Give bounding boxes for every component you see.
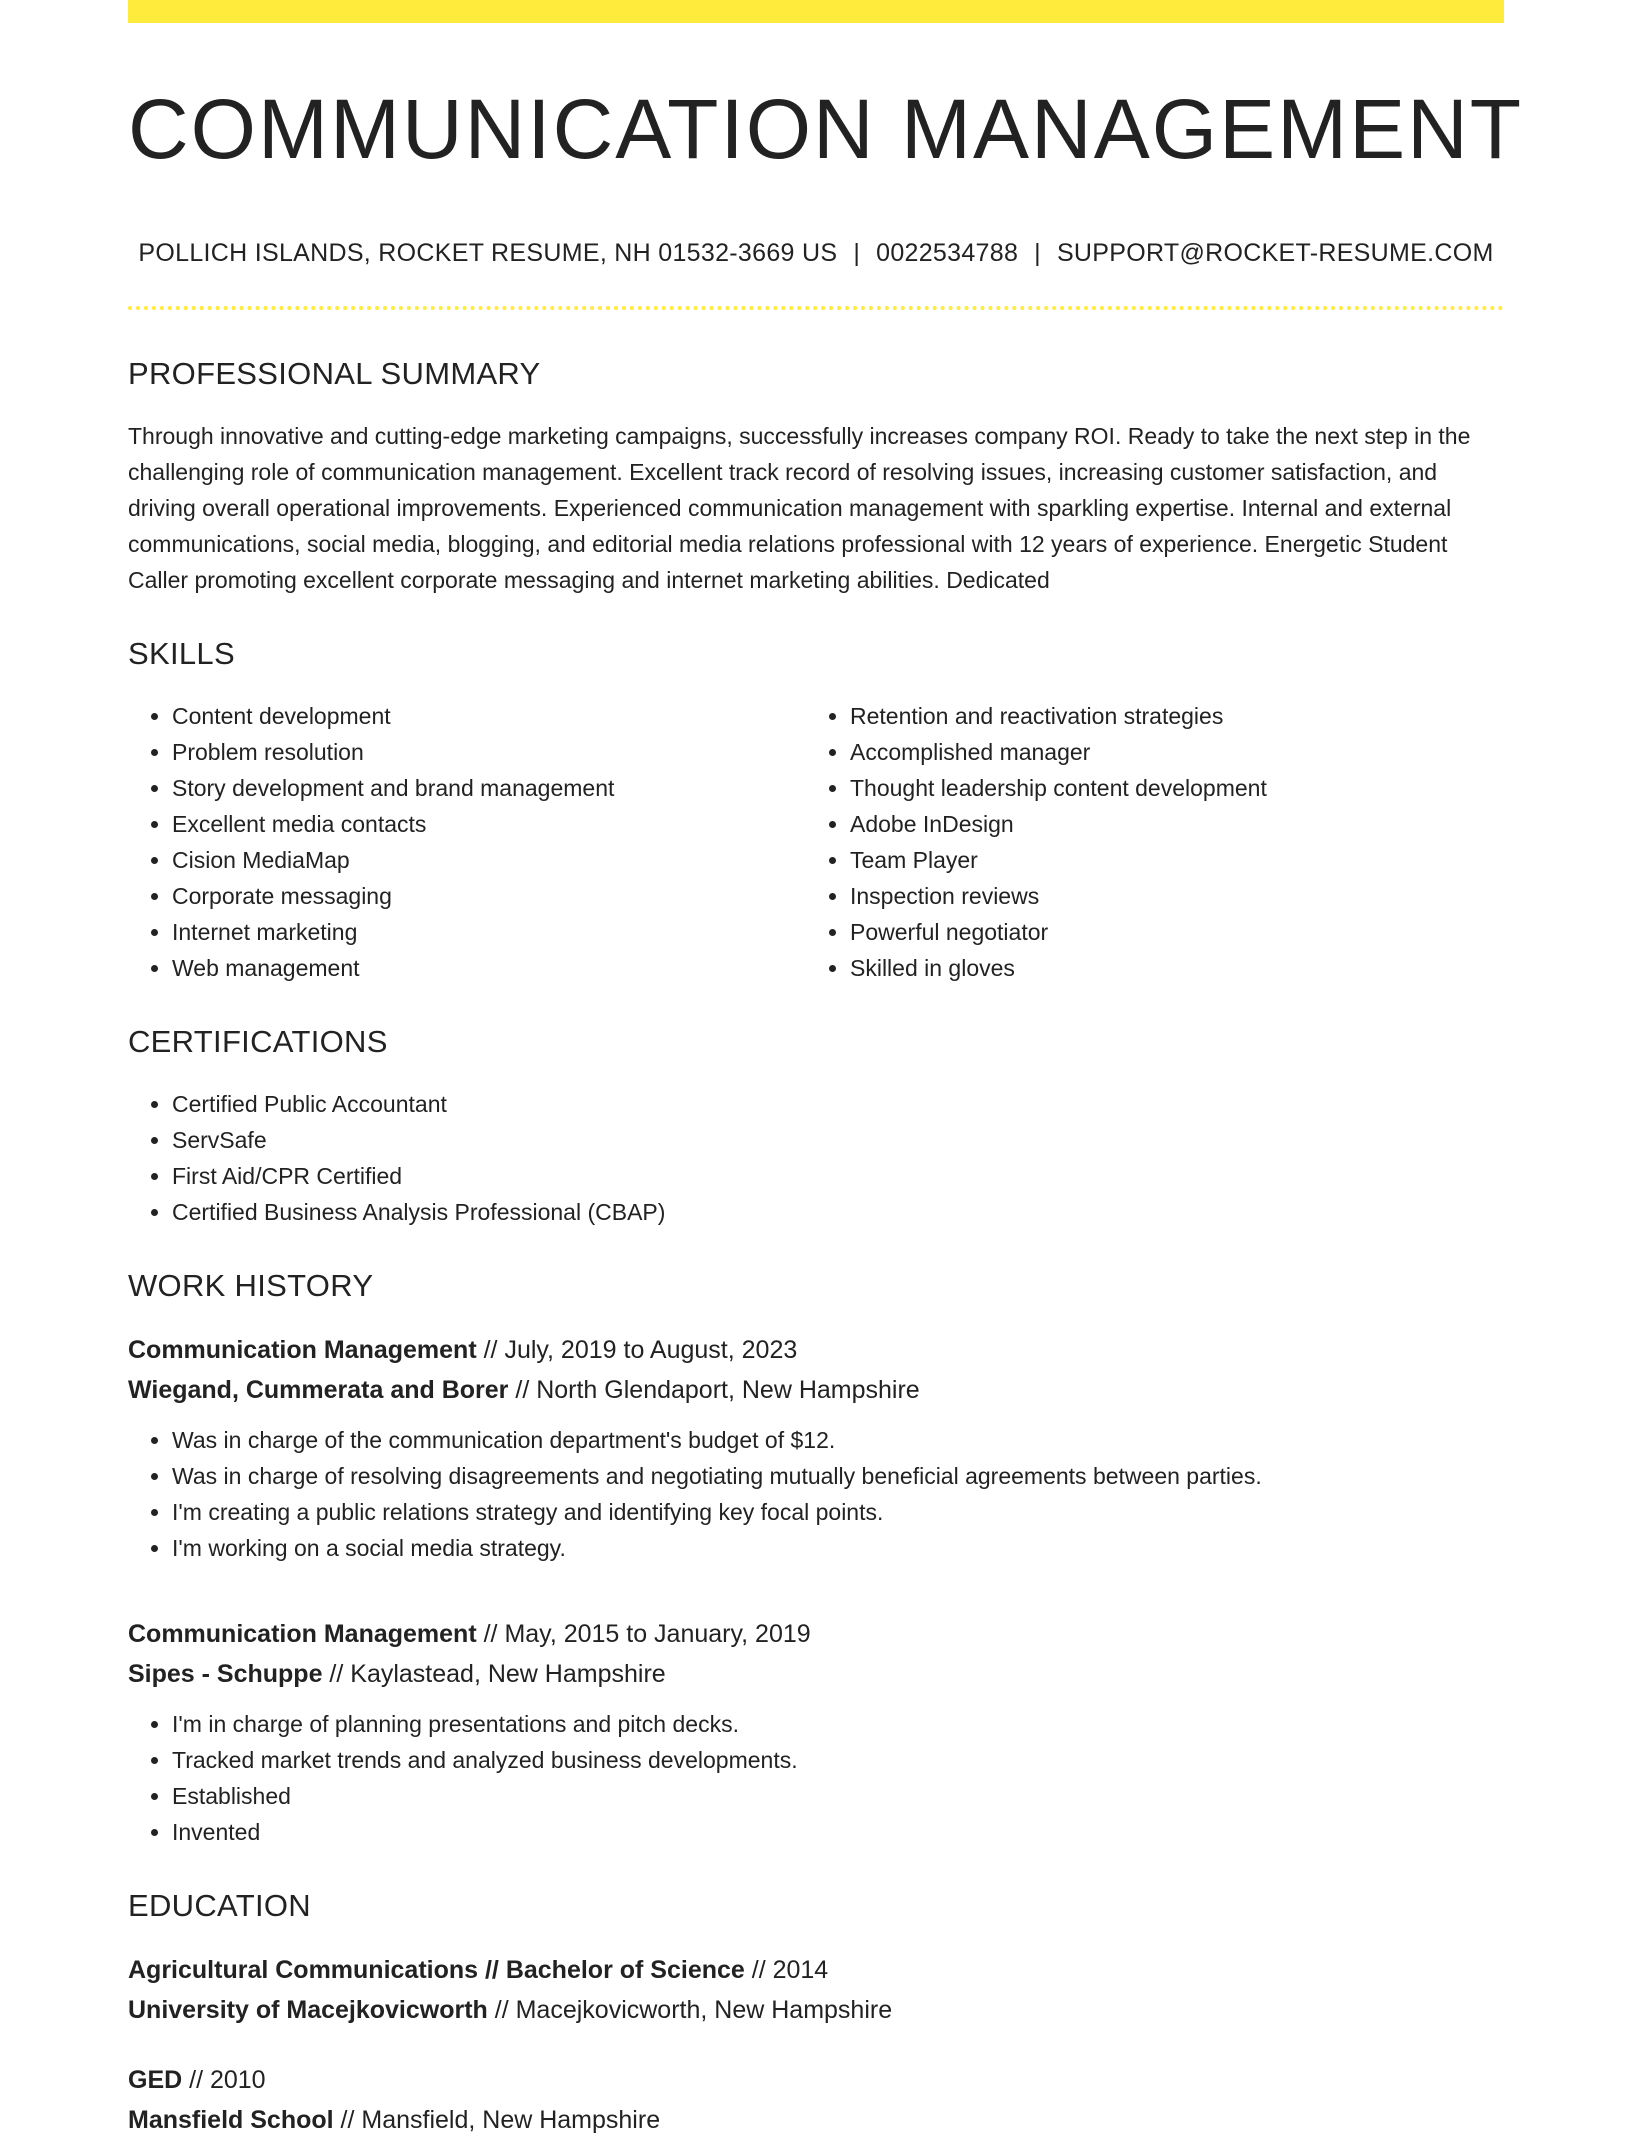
job-bullet: • Established [172, 1778, 1504, 1814]
summary-text: Through innovative and cutting-edge marketing campaigns, successfully increases company ROI. Ready to take the next step in the challenging role of communication management. Excellent track record of resolving issues, increasing customer satisfaction, and driving overall operational improvements. Experienced communication management with sparkling expertise. Internal and external communications, social media, blogging, and editorial media relations professional with 12 years of experience. Energetic Student Caller promoting excellent corporate messaging and internet marketing abilities. Dedicated [128, 423, 1471, 594]
certification-item: • Certified Public Accountant [172, 1086, 1504, 1122]
skill-item: • Skilled in gloves [850, 950, 1267, 986]
job-bullets [128, 1422, 1504, 1566]
job-company-line [128, 1654, 1504, 1694]
school-location: // Macejkovicworth, New Hampshire [487, 1996, 893, 2025]
skill-item: • Inspection reviews [850, 878, 1267, 914]
school-name: Mansfield School [128, 2106, 334, 2135]
skill-item: • Cision MediaMap [172, 842, 806, 878]
job-entry [128, 1614, 1504, 1850]
school-line [128, 1990, 1504, 2030]
job-bullet: • Was in charge of the communication department's budget of $12. [172, 1422, 1504, 1458]
skill-item: • Team Player [850, 842, 1267, 878]
degree-year: // 2014 [744, 1956, 829, 1985]
contact-email: SUPPORT@ROCKET-RESUME.COM [1056, 239, 1494, 268]
job-bullet: • I'm working on a social media strategy. [172, 1530, 1504, 1566]
school-name: University of Macejkovicworth [128, 1996, 488, 2025]
contact-address: POLLICH ISLANDS, ROCKET RESUME, NH 01532-3669 US [138, 239, 838, 268]
job-dates: // July, 2019 to August, 2023 [476, 1336, 798, 1365]
certifications-heading: CERTIFICATIONS [128, 1024, 388, 1060]
job-bullet: • Was in charge of resolving disagreements and negotiating mutually beneficial agreements between parties. [172, 1458, 1504, 1494]
certification-item: • First Aid/CPR Certified [172, 1158, 1504, 1194]
skill-item: • Excellent media contacts [172, 806, 806, 842]
skill-item: • Problem resolution [172, 734, 806, 770]
skill-item: • Story development and brand management [172, 770, 806, 806]
skill-item: • Content development [172, 698, 806, 734]
job-company: Sipes - Schuppe [128, 1660, 323, 1689]
job-company-line [128, 1370, 1504, 1410]
resume-page [128, 0, 1524, 2140]
skills-column-right [806, 698, 1267, 986]
job-title-line [128, 1330, 1504, 1370]
job-location: // North Glendaport, New Hampshire [508, 1376, 920, 1405]
contact-line [128, 239, 1504, 268]
job-role: Communication Management [128, 1620, 477, 1649]
degree-name: Agricultural Communications // Bachelor of Science [128, 1956, 745, 1985]
education-entry [128, 2060, 1504, 2140]
summary-heading: PROFESSIONAL SUMMARY [128, 356, 541, 392]
skills-heading: SKILLS [128, 636, 235, 672]
job-role: Communication Management [128, 1336, 477, 1365]
dotted-divider [128, 306, 1504, 310]
job-bullet: • I'm in charge of planning presentations and pitch decks. [172, 1706, 1504, 1742]
skills-column-left [128, 698, 806, 986]
skill-item: • Corporate messaging [172, 878, 806, 914]
certification-item: • Certified Business Analysis Professional (CBAP) [172, 1194, 1504, 1230]
job-bullets [128, 1706, 1504, 1850]
job-location: // Kaylastead, New Hampshire [322, 1660, 666, 1689]
degree-name: GED [128, 2066, 183, 2095]
job-company: Wiegand, Cummerata and Borer [128, 1376, 509, 1405]
certifications-list [128, 1086, 1504, 1230]
certification-item: • ServSafe [172, 1122, 1504, 1158]
degree-line [128, 2060, 1504, 2100]
contact-phone: 0022534788 [876, 239, 1019, 268]
job-bullet: • Tracked market trends and analyzed business developments. [172, 1742, 1504, 1778]
work-history-heading: WORK HISTORY [128, 1268, 374, 1304]
education-entry [128, 1950, 1504, 2030]
education-heading: EDUCATION [128, 1888, 311, 1924]
school-line [128, 2100, 1504, 2140]
skill-item: • Web management [172, 950, 806, 986]
contact-separator: | [1034, 239, 1041, 268]
skill-item: • Accomplished manager [850, 734, 1267, 770]
skills-list [128, 698, 1504, 986]
contact-separator: | [853, 239, 861, 268]
job-dates: // May, 2015 to January, 2019 [476, 1620, 811, 1649]
job-bullet: • I'm creating a public relations strategy and identifying key focal points. [172, 1494, 1504, 1530]
accent-top-bar [128, 0, 1504, 23]
job-bullet: • Invented [172, 1814, 1504, 1850]
skill-item: • Thought leadership content development [850, 770, 1267, 806]
skill-item: • Retention and reactivation strategies [850, 698, 1267, 734]
skill-item: • Internet marketing [172, 914, 806, 950]
skill-item: • Powerful negotiator [850, 914, 1267, 950]
school-location: // Mansfield, New Hampshire [333, 2106, 661, 2135]
resume-name: COMMUNICATION MANAGEMENT [128, 82, 1524, 176]
skill-item: • Adobe InDesign [850, 806, 1267, 842]
degree-line [128, 1950, 1504, 1990]
job-entry [128, 1330, 1504, 1566]
degree-year: // 2010 [182, 2066, 266, 2095]
job-title-line [128, 1614, 1504, 1654]
